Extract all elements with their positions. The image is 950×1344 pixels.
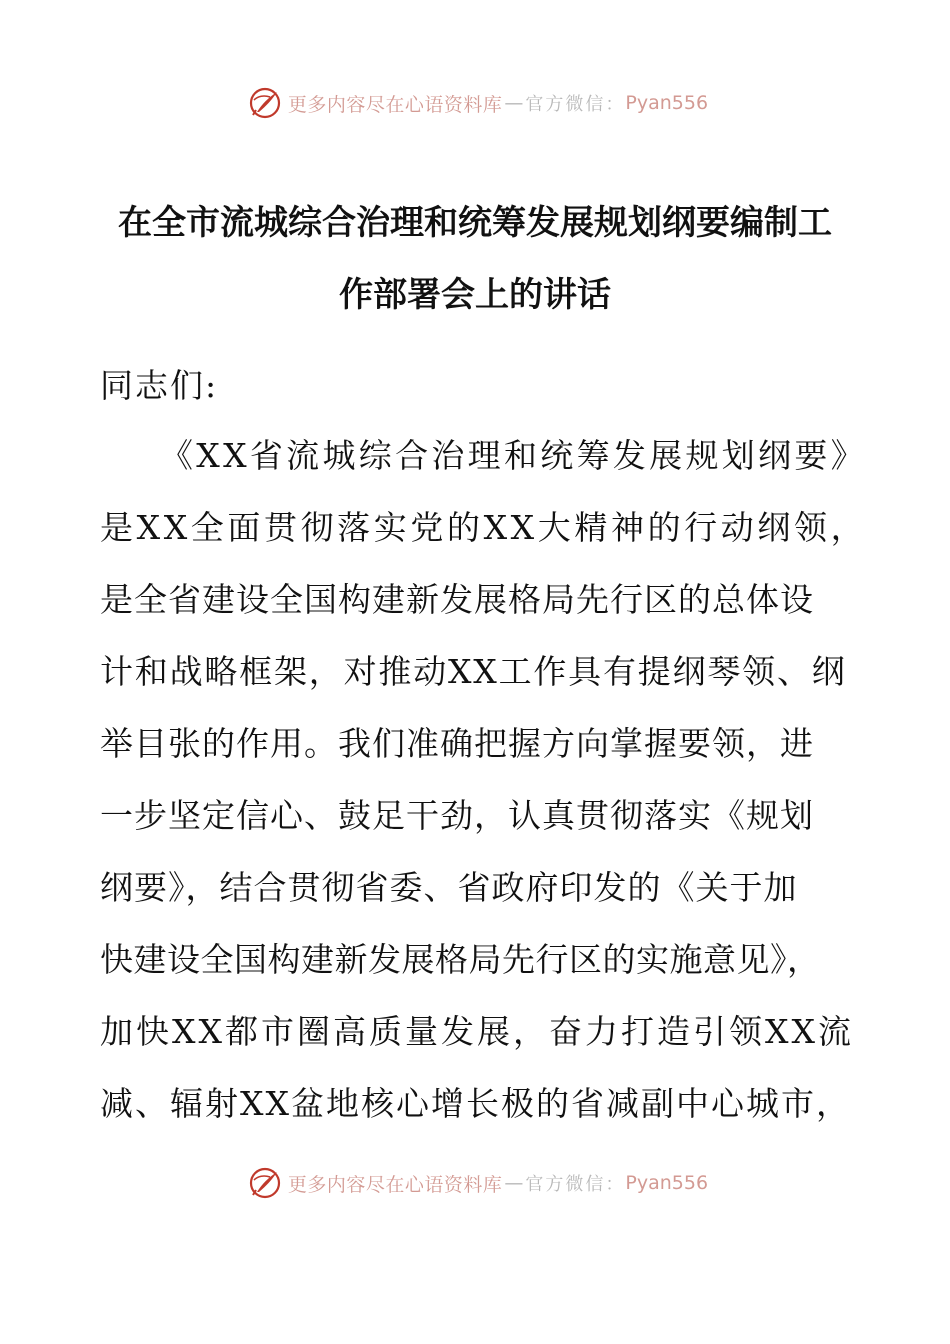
body-line: 纲要》，结合贯彻省委、省政府印发的《关于加 [100,868,798,907]
header-banner [0,83,950,123]
document-title-line-2: 作部署会上的讲话 [339,275,611,315]
body-line: 快建设全国构建新发展格局先行区的实施意见》， [100,940,821,979]
quill-logo-icon [248,1166,282,1200]
body-line: 是全省建设全国构建新发展格局先行区的总体设 [100,580,814,619]
body-line: 计和战略框架，对推动XX工作具有提纲琴领、纲 [100,652,847,691]
body-line: 加快XX都市圈高质量发展，奋力打造引领XX流 [100,1012,854,1051]
banner-wechat-label: 官方微信： [525,94,626,115]
banner-wechat-label: 官方微信： [525,1174,626,1195]
body-line: 《XX省流城综合治理和统筹发展规划纲要》 [160,436,867,475]
body-line: 减、辐射XX盆地核心增长极的省减副中心城市， [100,1084,851,1123]
footer-banner-content [248,1166,708,1200]
banner-wechat-id: Pyan556 [625,92,709,114]
header-banner-content [248,86,708,120]
document-title-line-1: 在全市流城综合治理和统筹发展规划纲要编制工 [118,203,832,243]
body-line: 举目张的作用。我们准确把握方向掌握要领，进 [100,724,814,763]
banner-dash: — [504,1172,524,1194]
salutation: 同志们: [100,366,219,405]
banner-slogan: 更多内容尽在心语资料库 [287,93,503,116]
body-line: 是XX全面贯彻落实党的XX大精神的行动纲领， [100,508,868,547]
quill-logo-icon [248,86,282,120]
banner-slogan: 更多内容尽在心语资料库 [287,1173,503,1196]
footer-banner [0,1163,950,1203]
banner-dash: — [504,92,524,114]
banner-wechat-id: Pyan556 [625,1172,709,1194]
body-line: 一步坚定信心、鼓足干劲，认真贯彻落实《规划 [100,796,814,835]
